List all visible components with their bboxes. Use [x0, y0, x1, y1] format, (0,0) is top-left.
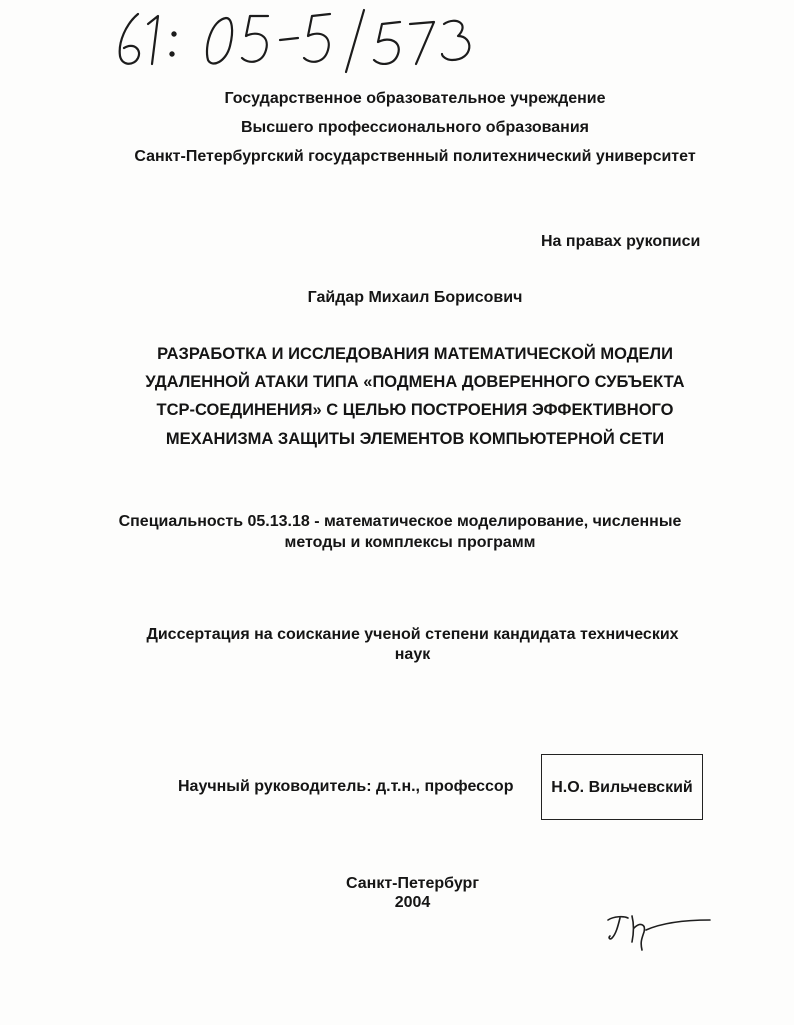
- archive-stamp-handwriting: [108, 6, 488, 76]
- institution-line-2: Высшего профессионального образования: [241, 119, 589, 136]
- signature: [604, 908, 714, 956]
- institution-line-1: Государственное образовательное учреждение: [224, 90, 606, 107]
- supervisor-name: Н.О. Вильчевский: [551, 779, 693, 796]
- supervisor-label: Научный руководитель: д.т.н., профессор: [178, 778, 514, 795]
- archive-stamp: [108, 6, 488, 76]
- rights-note: На правах рукописи: [541, 233, 701, 250]
- title-line-1: РАЗРАБОТКА И ИССЛЕДОВАНИЯ МАТЕМАТИЧЕСКОЙ МОДЕЛИ: [157, 345, 673, 363]
- title-line-3: TCP-СОЕДИНЕНИЯ» С ЦЕЛЬЮ ПОСТРОЕНИЯ ЭФФЕКТИВНОГО: [156, 401, 674, 419]
- specialty-line-2: методы и комплексы программ: [284, 534, 536, 551]
- supervisor-name-box: [541, 754, 703, 820]
- institution-line-3: Санкт-Петербургский государственный политехнический университет: [134, 148, 696, 165]
- dissertation-line-1: Диссертация на соискание ученой степени кандидата технических: [146, 626, 679, 643]
- publication-year: 2004: [394, 894, 431, 911]
- author-name: Гайдар Михаил Борисович: [307, 289, 523, 306]
- title-line-4: МЕХАНИЗМА ЗАЩИТЫ ЭЛЕМЕНТОВ КОМПЬЮТЕРНОЙ СЕТИ: [165, 430, 665, 448]
- place-of-publication: Санкт-Петербург: [346, 875, 479, 892]
- dissertation-line-2: наук: [394, 646, 431, 663]
- specialty-line-1: Специальность 05.13.18 - математическое моделирование, численные: [118, 513, 682, 530]
- title-line-2: УДАЛЕННОЙ АТАКИ ТИПА «ПОДМЕНА ДОВЕРЕННОГО СУБЪЕКТА: [145, 373, 685, 391]
